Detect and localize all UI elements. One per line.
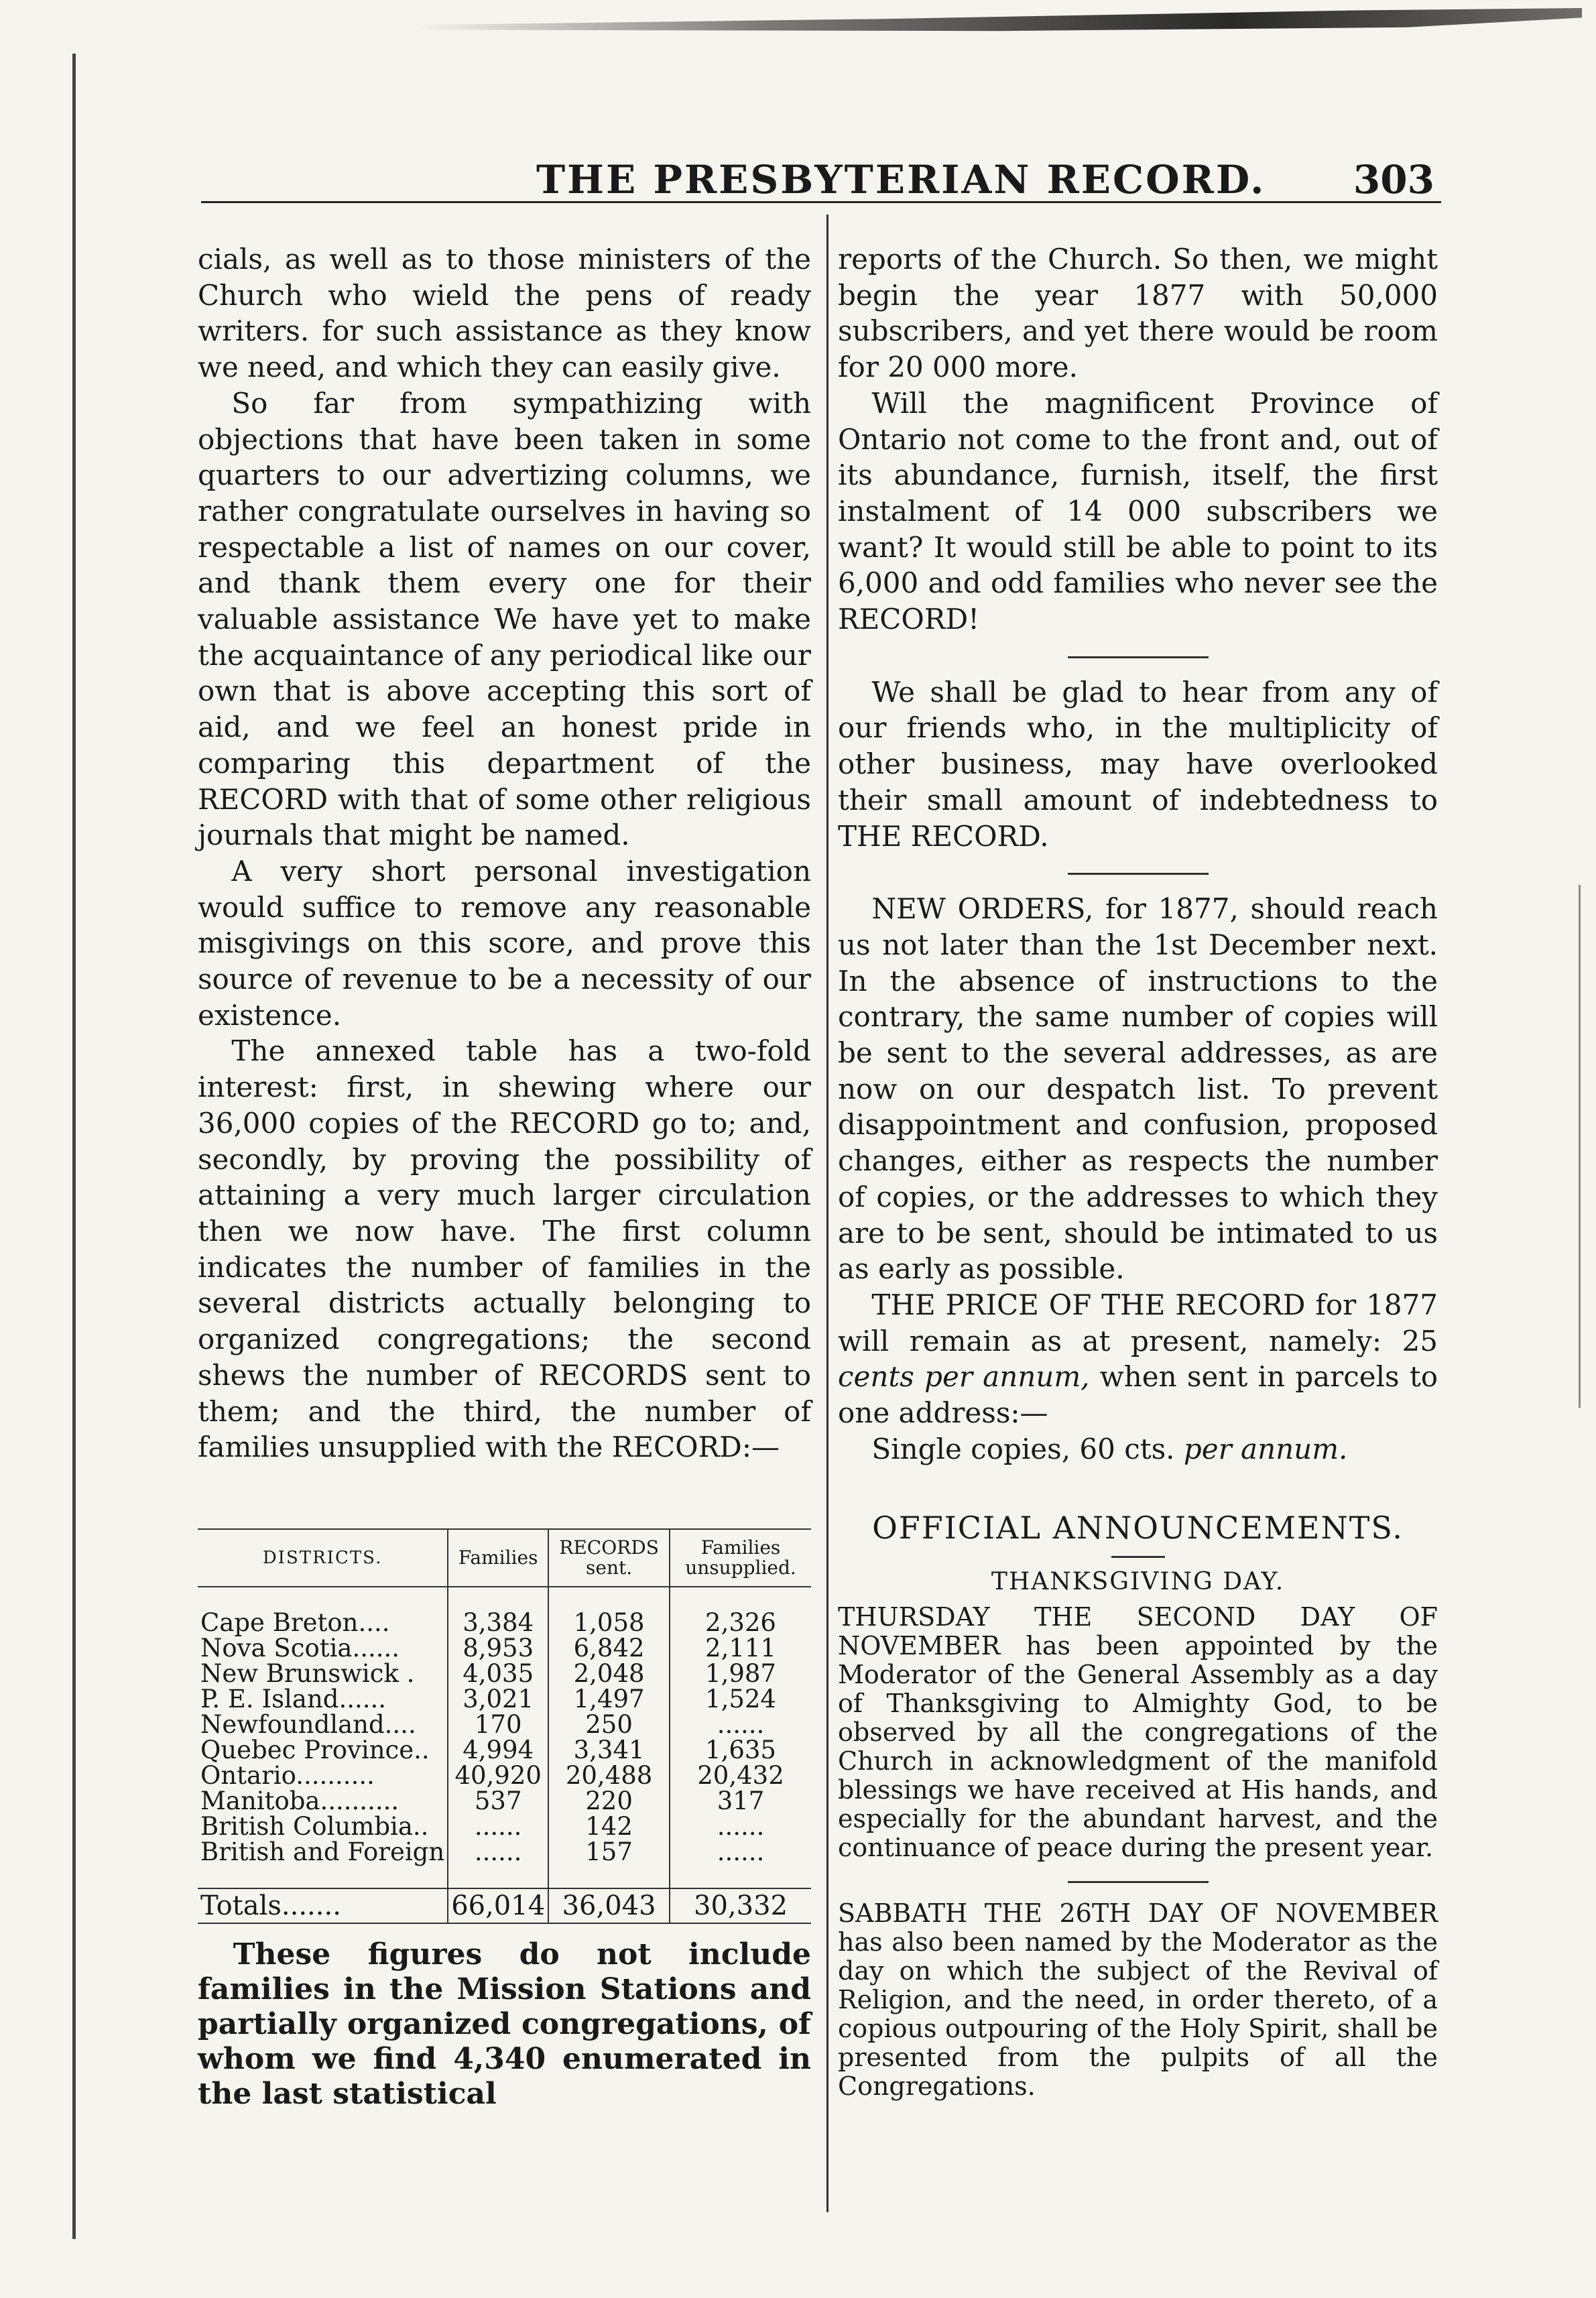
right-paragraph-1: reports of the Church. So then, we might begin the year 1877 with 50,000 subscribers, and yet there would be room for 20 000 more.: [838, 243, 1438, 384]
price-paragraph: [838, 1287, 1438, 1431]
unsupplied-value: ......: [670, 1712, 811, 1738]
sabbath-text: has also been named by the Moderator as the day on which the subject of the Revival of Religion, and the need, in order thereto, of a copious outpouring of the Holy Spirit, shall be presented from the pulpits of all the Congregations.: [838, 1927, 1438, 2101]
district-name: Ontario..........: [200, 1761, 375, 1790]
district-name: Cape Breton....: [200, 1608, 390, 1637]
table-footnote: [198, 1937, 811, 2112]
left-paragraph-1: cials, as well as to those ministers of the Church who wield the pens of ready writers. for such assistance as they know we need, and which they can easily give.: [198, 243, 811, 384]
single-copies-text: Single copies, 60 cts.: [871, 1432, 1184, 1465]
separator-tick: [1111, 1556, 1165, 1558]
district-name: Manitoba..........: [200, 1787, 400, 1815]
sabbath-paragraph: [838, 1899, 1438, 2101]
records-value: 250: [548, 1712, 670, 1738]
page-number: 303: [1353, 157, 1434, 202]
thanksgiving-title: THANKSGIVING DAY.: [991, 1568, 1285, 1595]
records-value: 3,341: [548, 1738, 670, 1763]
unsupplied-value: 2,111: [670, 1636, 811, 1661]
families-value: 40,920: [448, 1763, 548, 1789]
table-row: [198, 1636, 811, 1661]
families-value: ......: [448, 1814, 548, 1839]
price-text-b: when sent in parcels to one address:—: [838, 1360, 1438, 1430]
records-value: 1,497: [548, 1687, 670, 1712]
table-row: [198, 1661, 811, 1687]
section-title: OFFICIAL ANNOUNCEMENTS.: [872, 1510, 1404, 1546]
unsupplied-value: ......: [670, 1814, 811, 1839]
district-name: Quebec Province..: [200, 1736, 430, 1764]
families-value: 537: [448, 1789, 548, 1814]
unsupplied-value: 20,432: [670, 1763, 811, 1789]
scan-edge-right: [1579, 885, 1581, 1408]
families-value: ......: [448, 1839, 548, 1865]
footnote-paragraph: These figures do not include families in the Mission Stations and partially organized congregations, of whom we find 4,340 enumerated in the last statistical: [198, 1937, 811, 2111]
right-paragraph-2: Will the magnificent Province of Ontario not come to the front and, out of its abundance, furnish, itself, the first instalment of 14 000 subscribers we want? It would still be able to point to its 6,000 and odd families who never see the RECORD!: [838, 386, 1438, 636]
records-value: 220: [548, 1789, 670, 1814]
new-orders-paragraph: [838, 891, 1438, 1287]
records-value: 2,048: [548, 1661, 670, 1687]
left-paragraph-4: The annexed table has a two-fold interest: first, in shewing where our 36,000 copies of the RECORD go to; and, secondly, by proving the possibility of attaining a very much larger circulation then we now have. The first column indicates the number of families in the several districts actually belonging to organized congregations; the second shews the number of RECORDS sent to them; and the third, the number of families unsupplied with the RECORD:—: [198, 1034, 811, 1464]
separator-rule: [1068, 1881, 1209, 1883]
families-value: 170: [448, 1712, 548, 1738]
left-paragraph-2: So far from sympathizing with objections that have been taken in some quarters to our advertizing columns, we rather congratulate ourselves in having so respectable a list of names on our cover, and thank them every one for their valuable assistance We have yet to make the acquaintance of any periodical like our own that is above accepting this sort of aid, and we feel an honest pride in comparing this department of the RECORD with that of some other religious journals that might be named.: [198, 386, 811, 852]
single-copies-line: [838, 1431, 1438, 1467]
table-row: [198, 1789, 811, 1814]
records-value: 1,058: [548, 1610, 670, 1636]
records-value: 157: [548, 1839, 670, 1865]
price-lead: THE PRICE OF THE RECORD: [871, 1288, 1306, 1321]
single-copies-italic: per annum.: [1183, 1432, 1348, 1465]
records-value: 20,488: [548, 1763, 670, 1789]
table-row: [198, 1610, 811, 1636]
records-value: 6,842: [548, 1636, 670, 1661]
unsupplied-value: 1,987: [670, 1661, 811, 1687]
thanksgiving-lead: THURSDAY THE SECOND DAY OF NOVEMBER: [838, 1602, 1438, 1660]
header-families: Families: [448, 1529, 548, 1587]
district-name: Nova Scotia......: [200, 1634, 400, 1662]
sabbath-lead: SABBATH THE 26TH DAY OF NOVEMBER: [838, 1898, 1438, 1928]
scan-edge-left: [72, 54, 76, 2239]
thanksgiving-text: has been appointed by the Moderator of the General Assembly as a day of Thanksgiving to Almighty God, to be observed by all the congregations of the Church in acknowledgment of the manifold blessings we have received at His hands, and especially for the abundant harvest, and the continuance of peace during the present year.: [838, 1631, 1438, 1862]
table-row: [198, 1738, 811, 1763]
separator-rule: [1068, 873, 1209, 875]
header-families-unsupplied: Families unsupplied.: [670, 1529, 811, 1587]
table-row: [198, 1712, 811, 1738]
right-column: [838, 241, 1438, 1467]
totals-families: 66,014: [448, 1888, 548, 1923]
totals-label: Totals.......: [198, 1888, 448, 1923]
table-spacer: [198, 1865, 811, 1888]
families-value: 8,953: [448, 1636, 548, 1661]
unsupplied-value: 2,326: [670, 1610, 811, 1636]
new-orders-text: for 1877, should reach us not later than the 1st December next. In the absence of instructions to the contrary, the same number of copies will be sent to the several addresses, as are now on our despatch list. To prevent disappointment and confusion, proposed changes, either as respects the number of copies, or the addresses to which they are to be sent, should be intimated to us as early as possible.: [838, 892, 1438, 1286]
unsupplied-value: 1,524: [670, 1687, 811, 1712]
totals-row: [198, 1888, 811, 1923]
unsupplied-value: 1,635: [670, 1738, 811, 1763]
district-name: Newfoundland....: [200, 1710, 416, 1739]
new-orders-lead: NEW ORDERS,: [871, 892, 1094, 926]
unsupplied-value: 317: [670, 1789, 811, 1814]
unsupplied-value: ......: [670, 1839, 811, 1865]
header-districts: DISTRICTS.: [198, 1529, 448, 1587]
separator-rule: [1068, 656, 1209, 658]
price-italic: cents per annum,: [838, 1360, 1090, 1394]
families-value: 3,384: [448, 1610, 548, 1636]
table-row: [198, 1839, 811, 1865]
totals-records: 36,043: [548, 1888, 670, 1923]
column-divider: [826, 215, 828, 2212]
district-name: New Brunswick .: [200, 1659, 415, 1688]
table-header-row: [198, 1529, 811, 1587]
left-column: [198, 241, 811, 1465]
left-paragraph-3: A very short personal investigation would suffice to remove any reasonable misgivings on this score, and prove this source of revenue to be a necessity of our existence.: [198, 854, 811, 1032]
circulation-table: [198, 1528, 811, 1924]
price-text-a: for 1877 will remain as at present, namely: 25: [838, 1288, 1438, 1357]
header-records-sent: RECORDS sent.: [548, 1529, 670, 1587]
district-name: British Columbia..: [200, 1812, 429, 1841]
records-value: 142: [548, 1814, 670, 1839]
running-title: THE PRESBYTERIAN RECORD.: [536, 157, 1266, 202]
totals-unsupplied: 30,332: [670, 1888, 811, 1923]
district-name: British and Foreign: [200, 1837, 445, 1866]
families-value: 4,035: [448, 1661, 548, 1687]
table-spacer: [198, 1587, 811, 1610]
table-row: [198, 1763, 811, 1789]
right-paragraph-3: We shall be glad to hear from any of our friends who, in the multiplicity of other business, may have overlooked their small amount of indebtedness to THE RECORD.: [838, 675, 1438, 853]
families-value: 3,021: [448, 1687, 548, 1712]
announcements-section: [838, 1500, 1438, 2101]
families-value: 4,994: [448, 1738, 548, 1763]
thanksgiving-paragraph: [838, 1603, 1438, 1862]
table-row: [198, 1687, 811, 1712]
district-name: P. E. Island......: [200, 1685, 387, 1713]
table-row: [198, 1814, 811, 1839]
page-header: [201, 154, 1441, 203]
scan-artifact-top: [416, 8, 1582, 32]
